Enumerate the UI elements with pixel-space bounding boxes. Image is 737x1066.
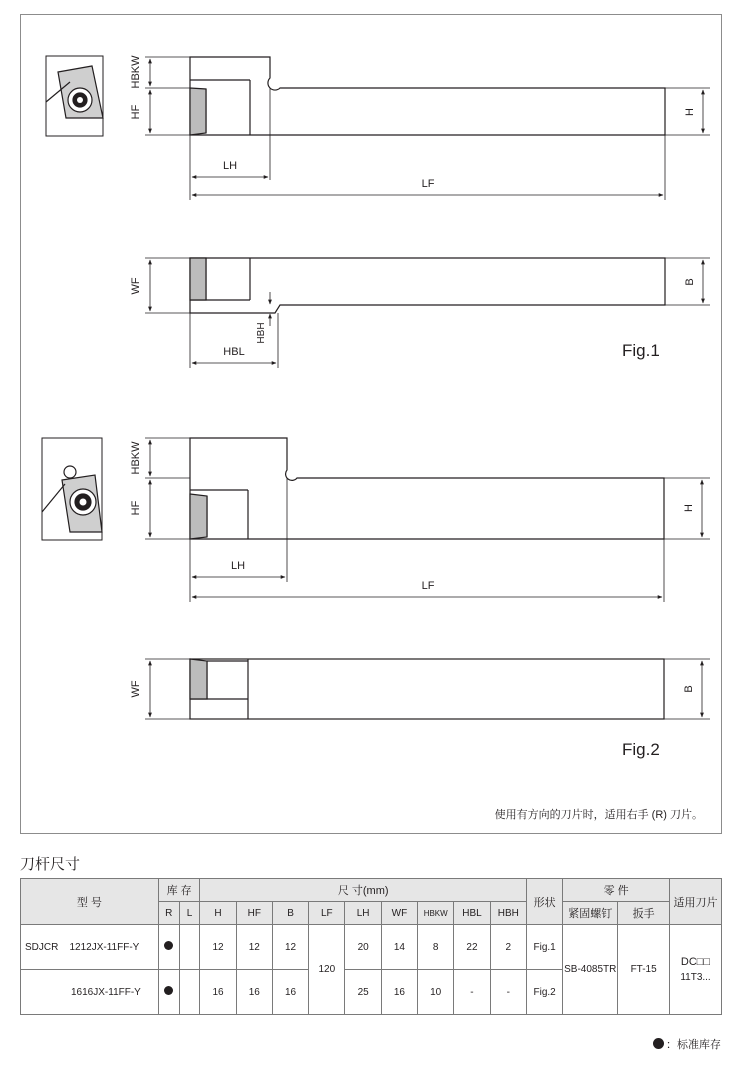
cell-hbh: - xyxy=(490,970,526,1015)
cell-lh: 25 xyxy=(345,970,381,1015)
cell-b: 16 xyxy=(272,970,308,1015)
table-row xyxy=(21,925,722,970)
dim-h-fig2: H xyxy=(683,504,695,512)
stock-legend xyxy=(653,1036,721,1052)
dim-b-fig1: B xyxy=(684,278,696,286)
legend-dot-icon xyxy=(653,1038,664,1049)
dim-hf-fig1: HF xyxy=(130,104,142,120)
cell-hbkw: 8 xyxy=(418,925,454,970)
cell-hf: 16 xyxy=(236,970,272,1015)
header-dimensions: 尺 寸(mm) xyxy=(200,879,527,902)
stock-dot xyxy=(164,986,173,995)
cell-hbl: - xyxy=(454,970,490,1015)
section-title: 刀杆尺寸 xyxy=(20,856,81,873)
header-hbkw: HBKW xyxy=(418,902,454,925)
dim-lh-fig2: LH xyxy=(230,560,246,572)
toolholder-fig1-side xyxy=(190,258,665,313)
header-screw: 紧固螺钉 xyxy=(563,902,618,925)
dim-lf-fig1: LF xyxy=(421,178,435,190)
cell-lh: 20 xyxy=(345,925,381,970)
stock-l xyxy=(179,970,200,1015)
header-model: 型 号 xyxy=(21,879,159,925)
spec-table xyxy=(20,878,722,1015)
toolholder-fig2-side xyxy=(190,659,664,719)
insert-line2: 11T3... xyxy=(680,972,711,983)
model-prefix: SDJCR xyxy=(25,941,59,953)
model-name: 1616JX-11FF-Y xyxy=(71,986,141,998)
model-cell xyxy=(21,970,159,1015)
header-lf: LF xyxy=(309,902,345,925)
stock-dot xyxy=(164,941,173,950)
cell-shape: Fig.2 xyxy=(527,970,563,1015)
header-b: B xyxy=(272,902,308,925)
dim-h-fig1: H xyxy=(684,108,696,116)
insert-detail-fig2 xyxy=(42,438,102,540)
header-parts: 零 件 xyxy=(563,879,670,902)
header-wf: WF xyxy=(381,902,417,925)
cell-hf: 12 xyxy=(236,925,272,970)
stock-r xyxy=(158,925,179,970)
header-shape: 形状 xyxy=(527,879,563,925)
insert-direction-note: 使用有方向的刀片时，适用右手 (R) 刀片。 xyxy=(494,809,703,821)
cell-h: 16 xyxy=(200,970,236,1015)
header-l: L xyxy=(179,902,200,925)
header-insert: 适用刀片 xyxy=(670,879,722,925)
cell-lf: 120 xyxy=(309,925,345,1015)
cell-wf: 14 xyxy=(381,925,417,970)
dim-hf-fig2: HF xyxy=(130,500,142,516)
insert-line1: DC□□ xyxy=(680,956,711,968)
header-lh: LH xyxy=(345,902,381,925)
fig1-label: Fig.1 xyxy=(622,341,660,360)
cell-wrench: FT-15 xyxy=(618,925,670,1015)
dim-wf-fig2: WF xyxy=(130,680,142,698)
dim-hbkw-fig2: HBKW xyxy=(130,441,142,475)
stock-l xyxy=(179,925,200,970)
legend-text: ：标准库存 xyxy=(666,1039,721,1051)
cell-insert xyxy=(670,925,722,1015)
header-r: R xyxy=(158,902,179,925)
dim-wf-fig1: WF xyxy=(130,277,142,295)
cell-screw: SB-4085TR xyxy=(563,925,618,1015)
cell-b: 12 xyxy=(272,925,308,970)
dim-lf-fig2: LF xyxy=(421,580,435,592)
toolholder-fig1-top xyxy=(190,57,665,135)
dim-hbkw-fig1: HBKW xyxy=(130,55,142,89)
cell-wf: 16 xyxy=(381,970,417,1015)
header-hf: HF xyxy=(236,902,272,925)
fig2-label: Fig.2 xyxy=(622,740,660,759)
cell-h: 12 xyxy=(200,925,236,970)
cell-shape: Fig.1 xyxy=(527,925,563,970)
header-hbl: HBL xyxy=(454,902,490,925)
model-cell xyxy=(21,925,159,970)
header-stock: 库 存 xyxy=(158,879,199,902)
cell-hbh: 2 xyxy=(490,925,526,970)
model-name: 1212JX-11FF-Y xyxy=(69,941,140,953)
toolholder-fig2-top xyxy=(190,438,664,539)
dim-lh-fig1: LH xyxy=(222,160,238,172)
header-h: H xyxy=(200,902,236,925)
header-wrench: 扳手 xyxy=(618,902,670,925)
dim-hbh-fig1: HBH xyxy=(256,322,267,344)
stock-r xyxy=(158,970,179,1015)
insert-detail-fig1 xyxy=(46,56,103,136)
cell-hbl: 22 xyxy=(454,925,490,970)
dim-b-fig2: B xyxy=(683,685,695,693)
header-hbh: HBH xyxy=(490,902,526,925)
dim-hbl-fig1: HBL xyxy=(223,346,245,358)
cell-hbkw: 10 xyxy=(418,970,454,1015)
